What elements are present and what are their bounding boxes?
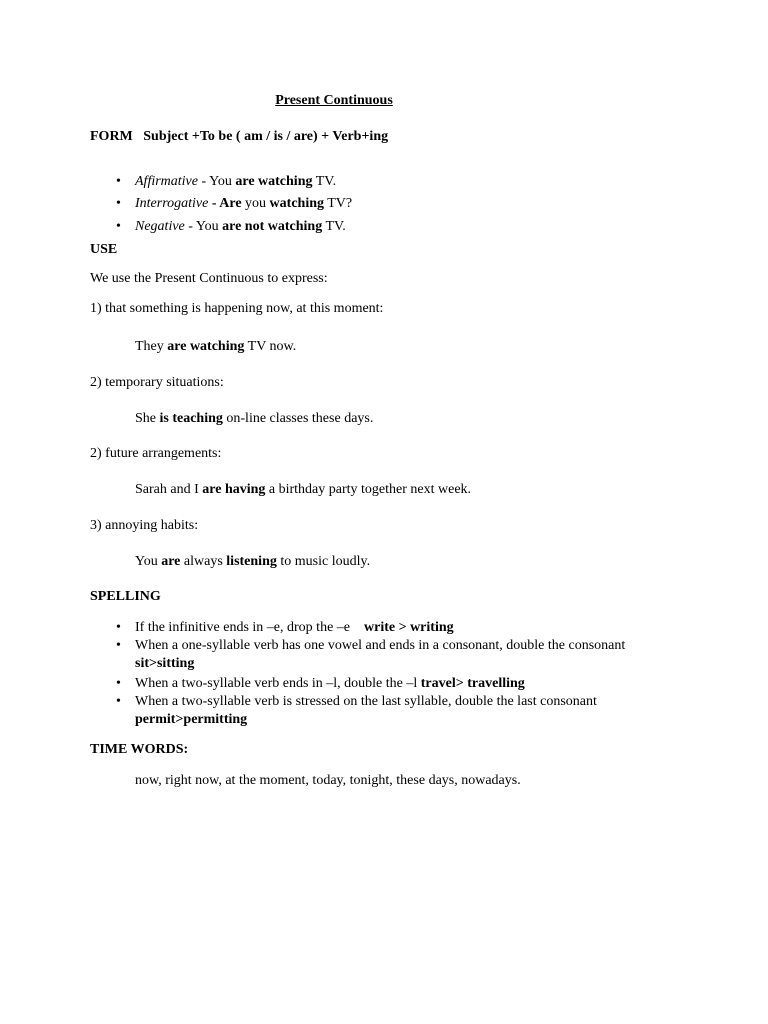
- page-title: Present Continuous: [275, 93, 393, 108]
- use-item-example: Sarah and I are having a birthday party together next week.: [135, 482, 472, 497]
- use-item-example: They are watching TV now.: [135, 339, 297, 354]
- time-words-heading: TIME WORDS:: [90, 742, 189, 757]
- use-heading: USE: [90, 242, 118, 257]
- use-item-label: 1) that something is happening now, at this moment:: [90, 301, 384, 316]
- bullet-icon: •: [116, 694, 121, 709]
- form-label: FORM: [90, 129, 133, 144]
- spelling-example: write > writing: [364, 620, 454, 635]
- use-item-label: 2) temporary situations:: [90, 375, 224, 390]
- list-item: Interrogative - Are you watching TV?: [135, 196, 353, 211]
- bullet-icon: •: [116, 196, 121, 211]
- spelling-rule: When a one-syllable verb has one vowel and ends in a consonant, double the consonant: [135, 638, 626, 653]
- bullet-icon: •: [116, 620, 121, 635]
- bullet-icon: •: [116, 219, 121, 234]
- form-line: [90, 129, 388, 145]
- use-item-label: 2) future arrangements:: [90, 446, 222, 461]
- spelling-example: sit>sitting: [135, 656, 195, 671]
- spelling-heading: SPELLING: [90, 589, 161, 604]
- use-item-example: She is teaching on-line classes these days.: [135, 411, 374, 426]
- form-formula: Subject +To be ( am / is / are) + Verb+ing: [143, 129, 389, 144]
- spelling-example: permit>permitting: [135, 712, 248, 727]
- spelling-example: travel> travelling: [420, 676, 525, 691]
- list-item: Affirmative - You are watching TV.: [135, 174, 337, 189]
- use-item-label: 3) annoying habits:: [90, 518, 199, 533]
- spelling-rule: If the infinitive ends in –e, drop the –e write > writing: [135, 620, 454, 635]
- bullet-icon: •: [116, 174, 121, 189]
- list-item: Negative - You are not watching TV.: [135, 219, 346, 234]
- spelling-rule: When a two-syllable verb is stressed on the last syllable, double the last consonant: [135, 694, 597, 709]
- spelling-rule: When a two-syllable verb ends in –l, double the –l travel> travelling: [135, 676, 525, 691]
- time-words-list: now, right now, at the moment, today, tonight, these days, nowadays.: [135, 773, 521, 788]
- bullet-icon: •: [116, 676, 121, 691]
- use-intro: We use the Present Continuous to express:: [90, 271, 328, 286]
- use-item-example: You are always listening to music loudly.: [135, 554, 371, 569]
- bullet-icon: •: [116, 638, 121, 653]
